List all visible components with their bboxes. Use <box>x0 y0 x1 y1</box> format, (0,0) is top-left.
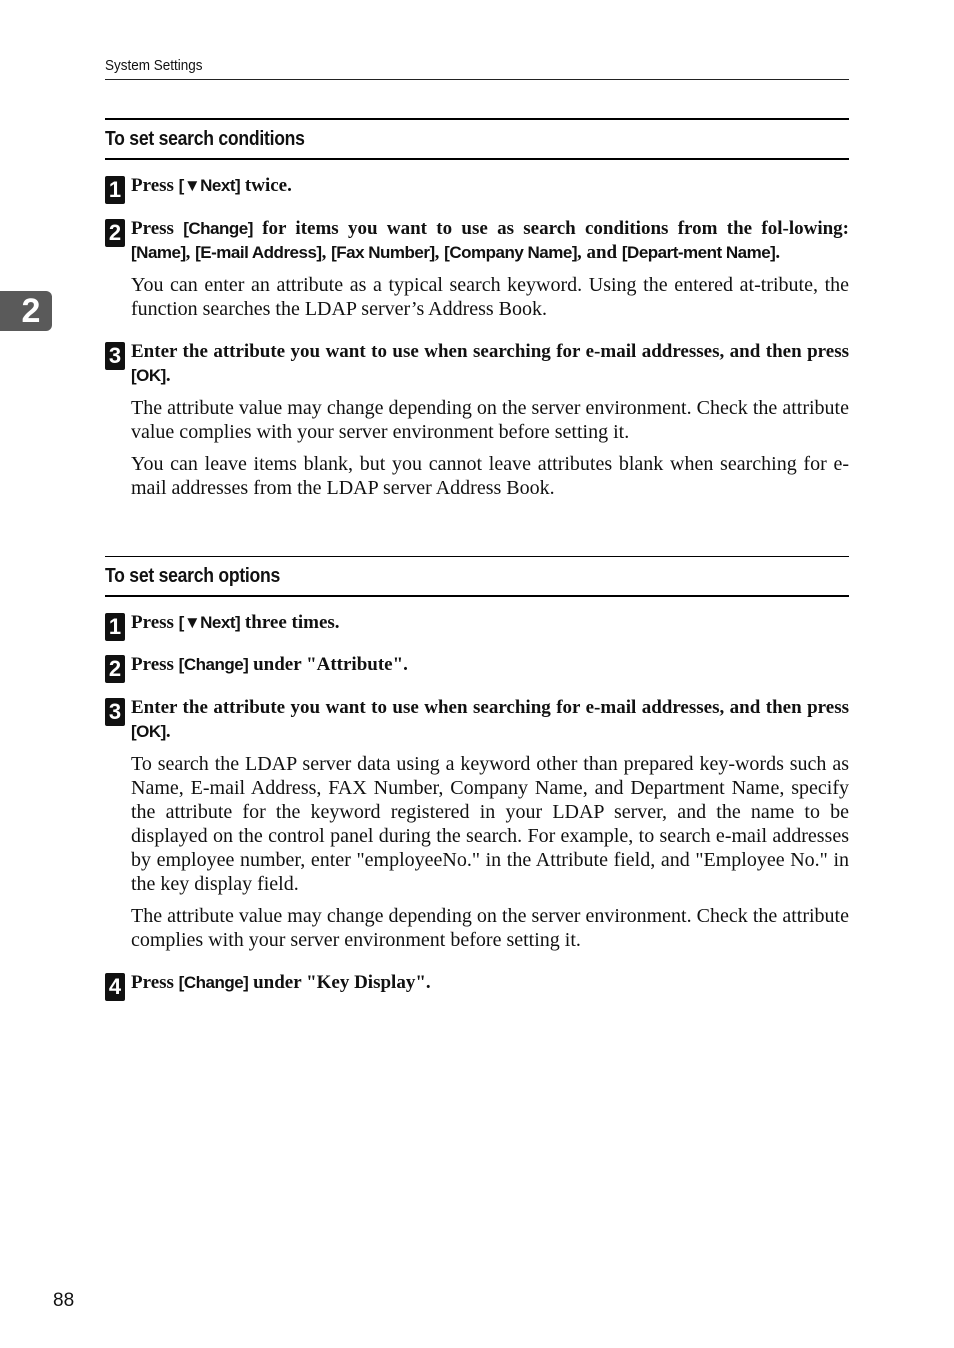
step-note: You can enter an attribute as a typical search keyword. Using the entered at-tribute, the function searches the LDAP server’s Address Book. <box>131 274 849 320</box>
step-note: The attribute value may change depending on the server environment. Check the attribute value complies with your server environment before setting it. <box>131 397 849 443</box>
step-instruction: Enter the attribute you want to use when searching for e-mail addresses, and then press [OK]. <box>131 697 849 742</box>
step-number-icon: 4 <box>105 973 125 1001</box>
step-number-icon: 2 <box>105 655 125 683</box>
section-title: To set search options <box>105 556 849 597</box>
step-number-icon: 3 <box>105 342 125 370</box>
chapter-tab <box>0 291 52 331</box>
step-instruction: Press [Change] under "Key Display". <box>131 972 431 993</box>
section-search-options <box>105 556 849 999</box>
step-instruction: Press [▼Next] three times. <box>131 612 340 633</box>
step-number-icon: 1 <box>105 176 125 204</box>
step-2 <box>105 217 849 321</box>
step-number-icon: 1 <box>105 613 125 641</box>
running-head: System Settings <box>105 57 203 74</box>
step-number-icon: 3 <box>105 698 125 726</box>
step-note: The attribute value may change depending on the server environment. Check the attribute complies with your server environment before setting it. <box>131 905 849 951</box>
step-3 <box>105 340 849 500</box>
step-2 <box>105 653 849 681</box>
header-rule <box>105 79 849 80</box>
step-instruction: Press [Change] under "Attribute". <box>131 654 408 675</box>
step-1 <box>105 611 849 639</box>
step-4 <box>105 971 849 999</box>
step-3 <box>105 696 849 952</box>
step-instruction: Press [Change] for items you want to use as search conditions from the fol-lowing: [Name], [E-mail Address], [Fax Number], [Company Name], and [Depart-ment Name]. <box>131 218 849 263</box>
chapter-number: 2 <box>21 292 41 330</box>
step-instruction: Press [▼Next] twice. <box>131 175 292 196</box>
step-number-icon: 2 <box>105 219 125 247</box>
next-key: [▼Next] <box>178 176 241 195</box>
page-number: 88 <box>53 1290 75 1311</box>
section-title: To set search conditions <box>105 118 849 160</box>
section-search-conditions <box>105 118 849 500</box>
step-instruction: Enter the attribute you want to use when searching for e-mail addresses, and then press [OK]. <box>131 341 849 386</box>
step-1 <box>105 174 849 202</box>
step-note: You can leave items blank, but you cannot leave attributes blank when searching for e-mail addresses from the LDAP server Address Book. <box>131 453 849 499</box>
step-note: To search the LDAP server data using a keyword other than prepared key-words such as Name, E-mail Address, FAX Number, Company Name, and Department Name, specify the attribute for the keyword registered in your LDAP server, and the name to be displayed on the control panel during the search. For example, to search e-mail addresses by employee number, enter "employeeNo." in the Attribute field, and "Employee No." in the key display field. <box>131 753 849 895</box>
